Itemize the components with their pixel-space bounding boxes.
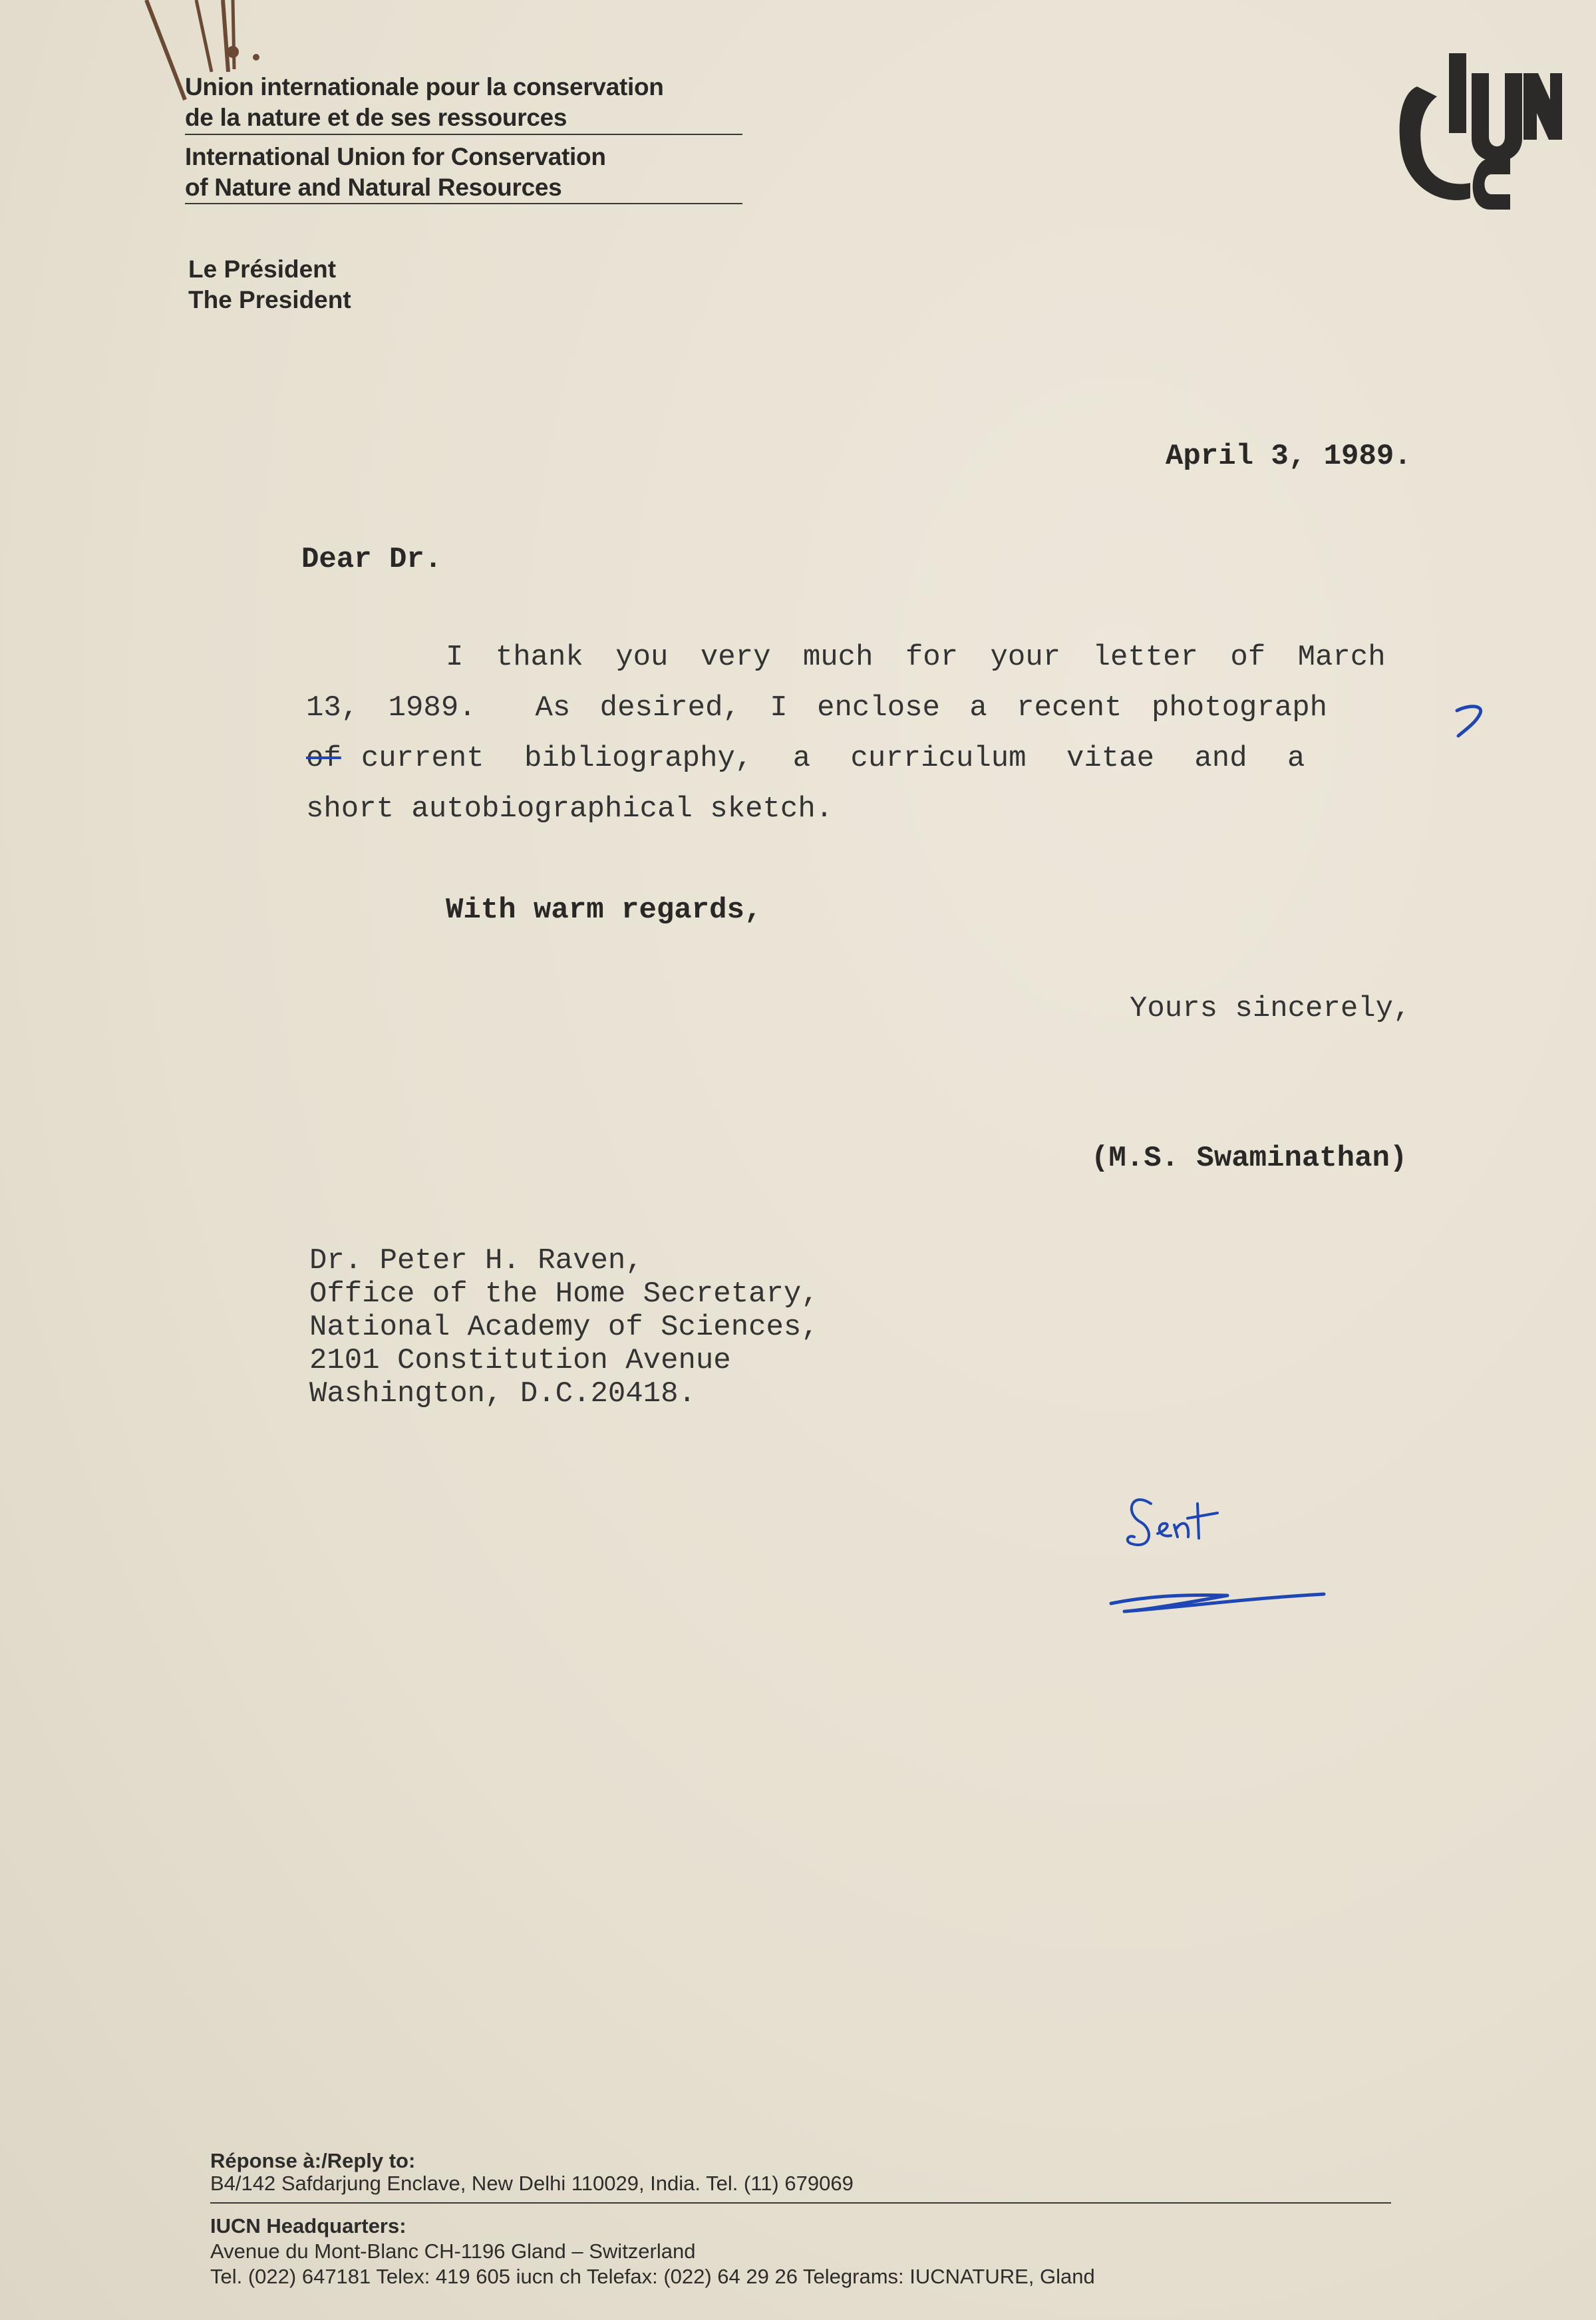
body-line-1-text: I thank you very much for your letter of March (446, 641, 1386, 674)
recipient-address (309, 1244, 819, 1410)
letter-date: April 3, 1989. (1166, 440, 1412, 473)
body-line-3-text: current bibliography, a curriculum vitae and a (361, 742, 1305, 775)
body-line-4 (306, 784, 1445, 834)
footer-rule (210, 2202, 1391, 2204)
recipient-city: Washington, D.C.20418. (309, 1377, 696, 1410)
recipient-name: Dr. Peter H. Raven, (309, 1244, 643, 1277)
org-name-english-line-2: of Nature and Natural Resources (185, 174, 562, 201)
recipient-office: Office of the Home Secretary, (309, 1277, 819, 1311)
signatory-name: (M.S. Swaminathan) (1091, 1142, 1408, 1175)
salutation: Dear Dr. (301, 543, 442, 576)
body-line-4-text: short autobiographical sketch. (306, 792, 834, 826)
regards: With warm regards, (446, 894, 762, 927)
president-title-english: The President (188, 286, 351, 313)
pen-comma-mark-icon (1450, 700, 1497, 740)
letter-body (306, 632, 1445, 834)
closing: Yours sincerely, (1130, 992, 1411, 1025)
iucn-logo-icon (1390, 47, 1563, 213)
hq-contacts: Tel. (022) 647181 Telex: 419 605 iucn ch Telefax: (022) 64 29 26 Telegrams: IUCNATURE, Gland (210, 2265, 1095, 2288)
handwritten-marks-icon (133, 0, 399, 106)
reply-label: Réponse à:/Reply to: (210, 2149, 416, 2172)
body-line-2-text: 13, 1989. As desired, I enclose a recent photograph (306, 691, 1328, 725)
president-title-french: Le Président (188, 255, 337, 283)
letterhead-rule-top (185, 134, 742, 135)
body-line-1 (306, 632, 1445, 683)
hq-label: IUCN Headquarters: (210, 2214, 406, 2237)
letterhead-rule-bottom (185, 203, 742, 204)
body-line-3 (306, 733, 1445, 784)
recipient-street: 2101 Constitution Avenue (309, 1344, 731, 1377)
struck-word: of (306, 742, 341, 775)
recipient-institution: National Academy of Sciences, (309, 1311, 819, 1344)
body-line-2 (306, 683, 1445, 733)
hq-address: Avenue du Mont-Blanc CH-1196 Gland – Switzerland (210, 2239, 696, 2263)
handwritten-sent-note (1104, 1484, 1344, 1637)
org-name-english-line-1: International Union for Conservation (185, 143, 606, 170)
org-name-french-line-2: de la nature et de ses ressources (185, 104, 567, 131)
org-name-french-line-1: Union internationale pour la conservation (185, 73, 664, 100)
reply-address: B4/142 Safdarjung Enclave, New Delhi 110029, India. Tel. (11) 679069 (210, 2172, 854, 2195)
